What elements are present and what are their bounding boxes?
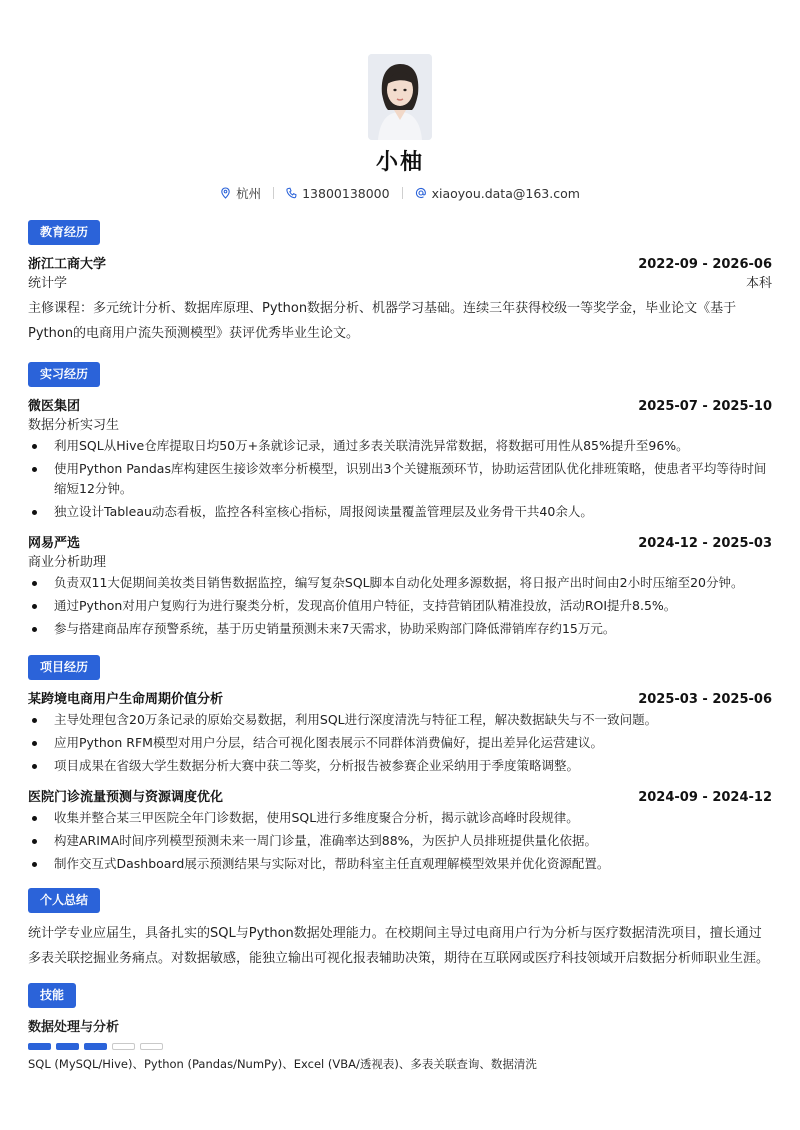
email-at-icon — [415, 187, 427, 199]
bullet-item: 收集并整合某三甲医院全年门诊数据，使用SQL进行多维度聚合分析，揭示就诊高峰时段规律。 — [28, 808, 772, 828]
project-entry — [28, 786, 772, 874]
school-name: 浙江工商大学 — [28, 257, 107, 272]
skill-level-filled — [28, 1043, 51, 1050]
email-text: xiaoyou.data@163.com — [431, 185, 580, 201]
project-name: 医院门诊流量预测与资源调度优化 — [28, 790, 224, 805]
education-entry — [28, 253, 772, 346]
bullet-item: 制作交互式Dashboard展示预测结果与实际对比，帮助科室主任直观理解模型效果并优化资源配置。 — [28, 854, 772, 874]
major: 统计学 — [28, 276, 68, 291]
internship-date: 2025-07 - 2025-10 — [638, 399, 772, 414]
section-tag-education: 教育经历 — [28, 220, 100, 245]
city-text: 杭州 — [236, 186, 262, 201]
company-name: 微医集团 — [28, 399, 81, 414]
bullet-item: 应用Python RFM模型对用户分层，结合可视化图表展示不同群体消费偏好，提出差异化运营建议。 — [28, 733, 772, 753]
company-name: 网易严选 — [28, 536, 81, 551]
project-date: 2024-09 - 2024-12 — [638, 790, 772, 805]
internship-entry — [28, 395, 772, 522]
contact-phone — [274, 186, 401, 201]
bullet-item: 参与搭建商品库存预警系统，基于历史销量预测未来7天需求，协助采购部门降低滞销库存约15万元。 — [28, 619, 772, 639]
bullet-list — [28, 808, 772, 874]
phone-icon — [286, 187, 297, 199]
project-entry — [28, 688, 772, 776]
bullet-item: 利用SQL从Hive仓库提取日均50万+条就诊记录，通过多表关联清洗异常数据，将数据可用性从85%提升至96%。 — [28, 436, 772, 456]
project-date: 2025-03 - 2025-06 — [638, 692, 772, 707]
job-title: 商业分析助理 — [28, 555, 107, 570]
summary-text: 统计学专业应届生，具备扎实的SQL与Python数据处理能力。在校期间主导过电商用户行为分析与医疗数据清洗项目，擅长通过多表关联挖掘业务痛点。对数据敏感，能独立输出可视化报表辅助决策，期待在互联网或医疗科技领域开启数据分析师职业生涯。 — [28, 926, 770, 966]
bullet-item: 项目成果在省级大学生数据分析大赛中获二等奖，分析报告被参赛企业采纳用于季度策略调整。 — [28, 756, 772, 776]
education-description: 主修课程：多元统计分析、数据库原理、Python数据分析、机器学习基础。连续三年获得校级一等奖学金，毕业论文《基于Python的电商用户流失预测模型》获评优秀毕业生论文。 — [28, 301, 737, 341]
contact-email — [403, 186, 592, 201]
internship-entry — [28, 532, 772, 639]
avatar — [368, 54, 432, 140]
bullet-item: 主导处理包含20万条记录的原始交易数据，利用SQL进行深度清洗与特征工程，解决数据缺失与不一致问题。 — [28, 710, 772, 730]
job-title: 数据分析实习生 — [28, 418, 120, 433]
project-section — [28, 655, 772, 874]
bullet-list — [28, 573, 772, 639]
skill-title: 数据处理与分析 — [28, 1020, 120, 1035]
education-section — [28, 220, 772, 346]
skill-level-empty — [112, 1043, 135, 1050]
skills-section — [28, 983, 772, 1072]
contact-city — [208, 184, 273, 202]
internship-section — [28, 362, 772, 639]
bullet-list — [28, 436, 772, 522]
section-tag-skills: 技能 — [28, 983, 76, 1008]
skill-level-filled — [84, 1043, 107, 1050]
internship-date: 2024-12 - 2025-03 — [638, 536, 772, 551]
education-date: 2022-09 - 2026-06 — [638, 257, 772, 272]
section-tag-summary: 个人总结 — [28, 888, 100, 913]
contact-line — [28, 184, 772, 202]
bullet-list — [28, 710, 772, 776]
phone-text: 13800138000 — [302, 185, 390, 201]
location-pin-icon — [220, 187, 231, 199]
skill-description: SQL (MySQL/Hive)、Python (Pandas/NumPy)、Excel (VBA/透视表)、多表关联查询、数据清洗 — [28, 1057, 537, 1071]
skill-level-empty — [140, 1043, 163, 1050]
bullet-item: 负责双11大促期间美妆类目销售数据监控，编写复杂SQL脚本自动化处理多源数据，将日报产出时间由2小时压缩至20分钟。 — [28, 573, 772, 593]
skill-level-filled — [56, 1043, 79, 1050]
bullet-item: 使用Python Pandas库构建医生接诊效率分析模型，识别出3个关键瓶颈环节，协助运营团队优化排班策略，使患者平均等待时间缩短12分钟。 — [28, 459, 772, 499]
project-name: 某跨境电商用户生命周期价值分析 — [28, 692, 224, 707]
resume-header — [28, 0, 772, 202]
skill-level-meter — [28, 1043, 772, 1050]
bullet-item: 独立设计Tableau动态看板，监控各科室核心指标，周报阅读量覆盖管理层及业务骨干共40余人。 — [28, 502, 772, 522]
section-tag-projects: 项目经历 — [28, 655, 100, 680]
candidate-name: 小柚 — [375, 150, 424, 175]
degree: 本科 — [745, 276, 772, 291]
bullet-item: 构建ARIMA时间序列模型预测未来一周门诊量，准确率达到88%，为医护人员排班提供量化依据。 — [28, 831, 772, 851]
bullet-item: 通过Python对用户复购行为进行聚类分析，发现高价值用户特征，支持营销团队精准投放，活动ROI提升8.5%。 — [28, 596, 772, 616]
section-tag-internship: 实习经历 — [28, 362, 100, 387]
summary-section — [28, 888, 772, 971]
